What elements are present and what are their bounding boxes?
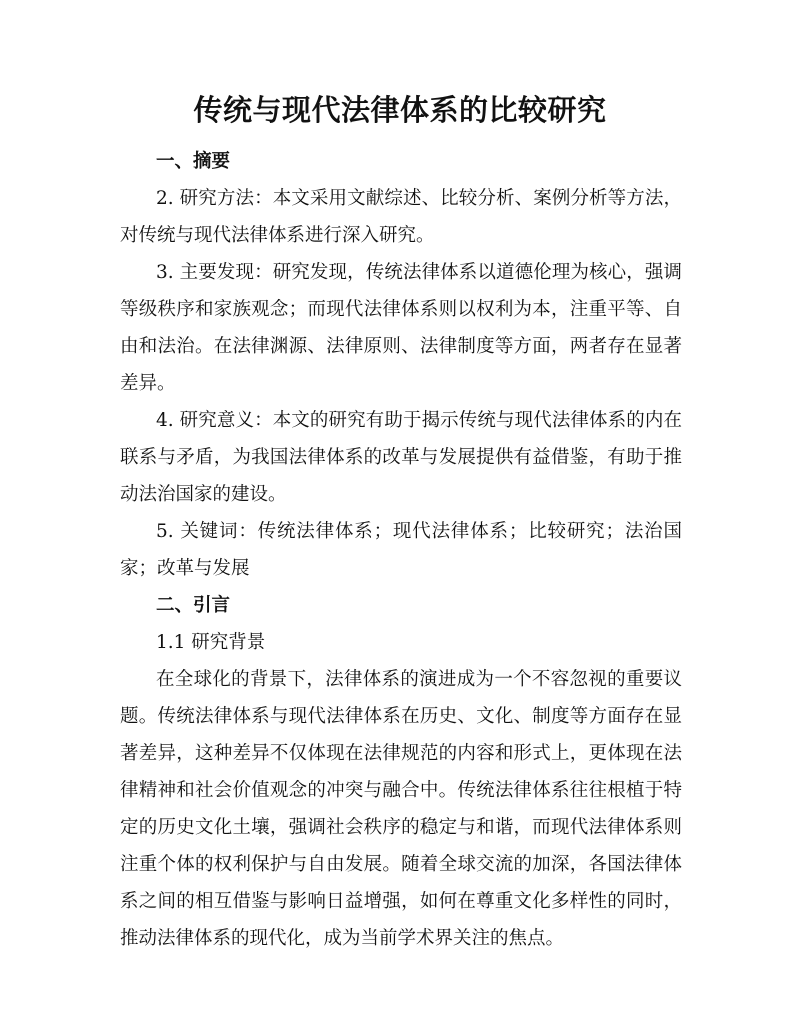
paragraph-research-background: 在全球化的背景下，法律体系的演进成为一个不容忽视的重要议题。传统法律体系与现代法律体系在历史、文化、制度等方面存在显著差异，这种差异不仅体现在法律规范的内容和形式上，更体现在法律精神和社会价值观念的冲突与融合中。传统法律体系往往根植于特定的历史文化土壤，强调社会秩序的稳定与和谐，而现代法律体系则注重个体的权利保护与自由发展。随着全球交流的加深，各国法律体系之间的相互借鉴与影响日益增强，如何在尊重文化多样性的同时，推动法律体系的现代化，成为当前学术界关注的焦点。: [120, 669, 682, 949]
paragraph-main-findings: 3. 主要发现：研究发现，传统法律体系以道德伦理为核心，强调等级秩序和家族观念；而现代法律体系则以权利为本，注重平等、自由和法治。在法律渊源、法律原则、法律制度等方面，两者存在显著差异。: [120, 262, 682, 394]
section-heading: 二、引言: [156, 595, 231, 616]
section-abstract: [120, 143, 682, 587]
subsection-heading: 1.1 研究背景: [156, 632, 266, 653]
section-heading: 一、摘要: [156, 151, 231, 172]
paragraph-keywords: 5. 关键词：传统法律体系；现代法律体系；比较研究；法治国家；改革与发展: [120, 521, 682, 579]
document-title: 传统与现代法律体系的比较研究: [193, 93, 607, 127]
section-introduction: [120, 587, 682, 957]
paragraph-research-methods: 2. 研究方法：本文采用文献综述、比较分析、案例分析等方法，对传统与现代法律体系进行深入研究。: [120, 188, 682, 246]
document-body: [120, 143, 682, 957]
paragraph-research-significance: 4. 研究意义：本文的研究有助于揭示传统与现代法律体系的内在联系与矛盾，为我国法律体系的改革与发展提供有益借鉴，有助于推动法治国家的建设。: [120, 410, 682, 505]
